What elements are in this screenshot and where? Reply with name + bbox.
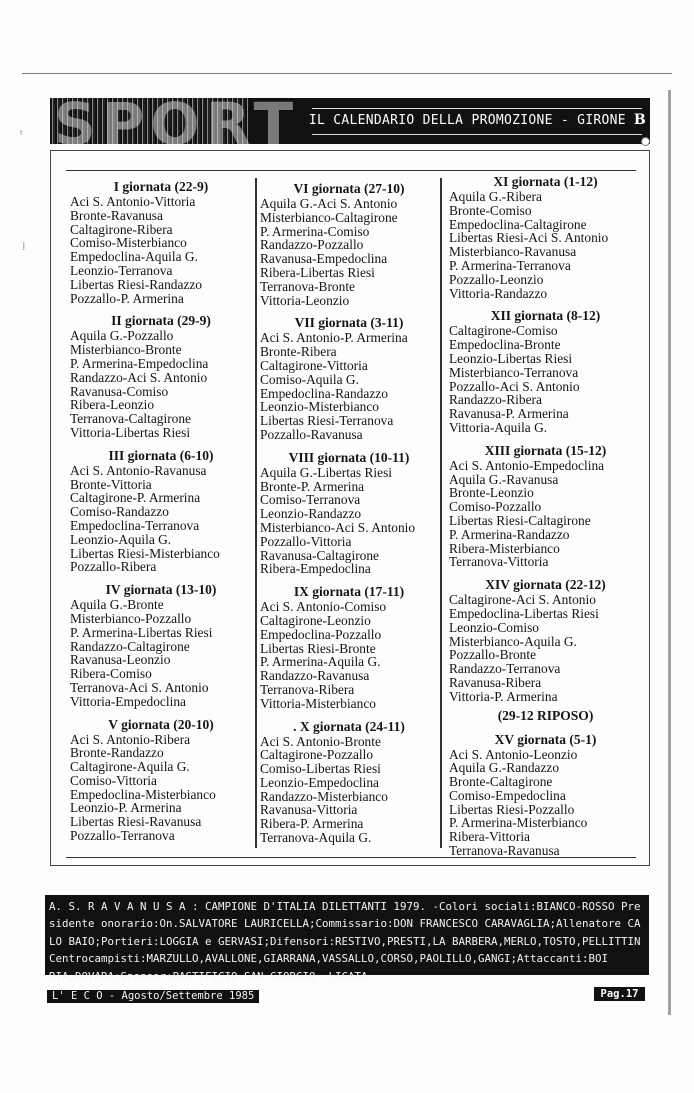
page-number: Pag.17: [594, 987, 645, 1001]
title-text: IL CALENDARIO DELLA PROMOZIONE - GIRONE: [308, 113, 626, 128]
fixture: Pozzallo-Ribera: [70, 559, 157, 575]
scan-mark: ᵗ: [20, 128, 24, 141]
fixture: Aci S. Antonio-P. Armerina: [260, 330, 408, 346]
fixture: Misterbianco-Terranova: [449, 364, 579, 380]
round-block: [260, 718, 438, 845]
fixture: Leonzio-Aquila G.: [70, 531, 172, 547]
round-title: . X giornata (24-11): [293, 718, 405, 734]
round-title: V giornata (20-10): [108, 716, 214, 732]
fixture: Caltagirone-Aquila G.: [70, 759, 190, 775]
fixture: Ribera-Misterbianco: [449, 540, 560, 556]
fixture: Libertas Riesi-Caltagirone: [449, 512, 591, 528]
round-block: [70, 581, 252, 708]
club-info-line: sidente onorario:On.SALVATORE LAURICELLA;Commissario:DON FRANCESCO CARAVAGLIA;Allenatore CA: [49, 917, 641, 931]
fixture: Vittoria-Misterbianco: [260, 695, 376, 711]
fixture: Empedoclina-Pozzallo: [260, 626, 382, 642]
fixture: Comiso-Vittoria: [70, 772, 157, 788]
round-title: XV giornata (5-1): [494, 731, 597, 747]
fixture: Bronte-Vittoria: [70, 476, 152, 492]
fixture: Leonzio-Randazzo: [260, 506, 362, 522]
round-block: [70, 716, 252, 843]
fixture: Aci S. Antonio-Bronte: [260, 733, 381, 749]
fixture: Terranova-Caltagirone: [70, 411, 192, 427]
fixture: Misterbianco-Aquila G.: [449, 633, 577, 649]
fixture: Bronte-Comiso: [449, 202, 532, 218]
club-info-line: A. S. R A V A N U S A : CAMPIONE D'ITALIA DILETTANTI 1979. -Colori sociali:BIANCO-ROSSO Pre: [49, 900, 641, 913]
round-block: [70, 447, 252, 574]
header-rule-top: [312, 108, 642, 109]
sport-logo: [50, 98, 300, 144]
fixture: Caltagirone-Comiso: [449, 323, 558, 339]
round-block: [449, 576, 642, 723]
fixture: Comiso-Libertas Riesi: [260, 761, 381, 777]
fixture: Randazzo-Caltagirone: [70, 638, 190, 654]
fixture: Bronte-Caltagirone: [449, 774, 553, 790]
club-info-line: LO BAIO;Portieri:LOGGIA e GERVASI;Difensori:RESTIVO,PRESTI,LA BARBERA,MERLO,TOSTO,PELLITTIN: [49, 934, 641, 948]
fixture: Pozzallo-Aci S. Antonio: [449, 378, 580, 394]
fixture: Pozzallo-Ravanusa: [260, 426, 363, 442]
fixture: Vittoria-Empedoclina: [70, 693, 186, 709]
fixture: Ravanusa-Comiso: [70, 383, 169, 399]
fixture: P. Armerina-Empedoclina: [70, 355, 209, 371]
fixture: Aquila G.-Pozzallo: [70, 328, 174, 344]
fixture: Vittoria-Randazzo: [449, 285, 548, 301]
fixture: Ribera-Leonzio: [70, 397, 155, 413]
header-dot: [641, 137, 650, 146]
fixture: Aquila G.-Libertas Riesi: [260, 464, 393, 480]
fixture: Leonzio-Libertas Riesi: [449, 350, 573, 366]
fixture: Aci S. Antonio-Empedoclina: [449, 457, 605, 473]
round-title: III giornata (6-10): [108, 447, 214, 463]
fixture: Comiso-Pozzallo: [449, 499, 542, 515]
fixture: Ravanusa-Leonzio: [70, 652, 171, 668]
round-block: [449, 307, 642, 434]
fixture: Aquila G.-Ribera: [449, 189, 542, 204]
fixture: Aci S. Antonio-Vittoria: [70, 194, 196, 209]
fixture: Aci S. Antonio-Leonzio: [449, 746, 578, 762]
section-header: [50, 98, 650, 144]
fixture: Terranova-Vittoria: [449, 554, 549, 570]
fixture: Terranova-Aquila G.: [260, 830, 372, 846]
fixture: Bronte-Ravanusa: [70, 207, 163, 223]
fixture: Aquila G.-Ravanusa: [449, 471, 559, 487]
fixture: Aquila G.-Aci S. Antonio: [260, 196, 398, 211]
fixture: Bronte-P. Armerina: [260, 478, 365, 494]
round-title: VI giornata (27-10): [293, 181, 405, 196]
club-info-line: RIA,DOVARA;Sponsor:PASTIFICIO SAN GIORGIO -LICATA- .: [49, 969, 388, 983]
fixture: Libertas Riesi-Aci S. Antonio: [449, 230, 609, 246]
fixture: Libertas Riesi-Bronte: [260, 640, 376, 656]
fixture: Empedoclina-Randazzo: [260, 385, 388, 401]
fixture: Misterbianco-Bronte: [70, 342, 182, 358]
fixture: Misterbianco-Pozzallo: [70, 610, 192, 626]
club-info-line: Centrocampisti:MARZULLO,AVALLONE,GIARRANA,VASSALLO,CORSO,PAOLILLO,GANGI;Attaccanti:BOI: [49, 952, 609, 966]
fixture: Empedoclina-Caltagirone: [449, 216, 587, 232]
fixture: Randazzo-Ravanusa: [260, 668, 370, 684]
fixture: Bronte-Randazzo: [70, 745, 164, 761]
fixture: Ribera-Vittoria: [449, 829, 530, 845]
fixture: Aci S. Antonio-Ravanusa: [70, 462, 207, 478]
fixture: Caltagirone-Vittoria: [260, 357, 368, 373]
fixture: Empedoclina-Misterbianco: [70, 786, 216, 802]
round-title: VII giornata (3-11): [294, 315, 404, 331]
fixture: Leonzio-Terranova: [70, 262, 173, 278]
fixture: Caltagirone-Ribera: [70, 221, 173, 237]
fixture: P. Armerina-Misterbianco: [449, 815, 588, 831]
round-block: [260, 583, 438, 710]
fixture: Pozzallo-P. Armerina: [70, 290, 184, 306]
fixture: Ravanusa-Ribera: [449, 674, 542, 690]
fixture: Ravanusa-P. Armerina: [449, 406, 569, 422]
fixture: Vittoria-Aquila G.: [449, 419, 548, 435]
club-info-box: [45, 895, 649, 983]
fixture: Comiso-Terranova: [260, 492, 361, 508]
fixture: Libertas Riesi-Terranova: [260, 413, 394, 429]
page-edge-shadow: [668, 90, 671, 1015]
round-block: [449, 731, 642, 858]
fixture: Leonzio-Comiso: [449, 619, 540, 635]
fixture: Aquila G.-Bronte: [70, 597, 164, 613]
rest-note: (29-12 RIPOSO): [497, 707, 594, 723]
page-title: [300, 112, 646, 128]
fixture: Comiso-Misterbianco: [70, 235, 187, 251]
fixture: Caltagirone-Aci S. Antonio: [449, 592, 596, 608]
fixture: Ravanusa-Caltagirone: [260, 547, 379, 563]
fixture: P. Armerina-Terranova: [449, 257, 571, 273]
fixture: Leonzio-Misterbianco: [260, 399, 379, 415]
fixture: Vittoria-Libertas Riesi: [70, 424, 191, 440]
fixture: Ribera-Empedoclina: [260, 561, 371, 577]
fixture: P. Armerina-Randazzo: [449, 526, 570, 542]
round-block: [70, 178, 252, 305]
fixture: Vittoria-Leonzio: [260, 292, 350, 308]
fixture: Misterbianco-Ravanusa: [449, 244, 577, 260]
fixture: P. Armerina-Libertas Riesi: [70, 624, 213, 640]
round-block: [70, 312, 252, 439]
header-rule-bottom: [312, 134, 642, 135]
fixture: Ravanusa-Vittoria: [260, 802, 358, 818]
fixture: Misterbianco-Aci S. Antonio: [260, 519, 416, 535]
fixture: Ribera-P. Armerina: [260, 816, 364, 832]
round-block: [260, 449, 438, 576]
fixture: Libertas Riesi-Pozzallo: [449, 801, 575, 817]
round-block: [449, 173, 642, 300]
logo-text: SPORT: [54, 98, 300, 144]
girone-letter: B: [633, 112, 646, 128]
fixture: Ribera-Comiso: [70, 666, 152, 682]
fixture: Randazzo-Misterbianco: [260, 788, 388, 804]
fixture: Bronte-Leonzio: [449, 485, 534, 501]
fixture: Empedoclina-Aquila G.: [70, 249, 198, 265]
fixture: P. Armerina-Comiso: [260, 223, 370, 239]
column-divider: [440, 178, 442, 848]
fixture: Caltagirone-Leonzio: [260, 612, 371, 628]
fixture: Libertas Riesi-Randazzo: [70, 276, 202, 292]
fixture: Pozzallo-Leonzio: [449, 271, 544, 287]
fixture: Libertas Riesi-Ravanusa: [70, 814, 202, 830]
fixture: Terranova-Aci S. Antonio: [70, 679, 209, 695]
fixture: Empedoclina-Bronte: [449, 337, 561, 353]
fixture: Randazzo-Aci S. Antonio: [70, 369, 208, 385]
round-block: [449, 442, 642, 569]
fixture: Ravanusa-Empedoclina: [260, 251, 388, 267]
calendar-column-1: [70, 178, 252, 850]
fixture: Randazzo-Terranova: [449, 661, 561, 677]
fixture: Aci S. Antonio-Comiso: [260, 599, 387, 615]
fixture: Leonzio-P. Armerina: [70, 800, 182, 816]
fixture: Aci S. Antonio-Ribera: [70, 731, 191, 747]
top-rule: [22, 73, 672, 74]
scan-mark: ⁞: [22, 240, 26, 253]
fixture: Pozzallo-Terranova: [70, 828, 175, 844]
fixture: Pozzallo-Vittoria: [260, 533, 352, 549]
fixture: Vittoria-P. Armerina: [449, 688, 558, 704]
fixture: Ribera-Libertas Riesi: [260, 264, 375, 280]
fixture: Terranova-Ravanusa: [449, 843, 560, 859]
column-divider: [255, 178, 257, 848]
fixture: Randazzo-Pozzallo: [260, 237, 364, 253]
round-title: II giornata (29-9): [111, 313, 211, 329]
round-title: VIII giornata (10-11): [288, 449, 410, 465]
round-title: XII giornata (8-12): [490, 308, 601, 324]
footer-publication: L' E C O - Agosto/Settembre 1985: [47, 990, 259, 1003]
round-title: IX giornata (17-11): [293, 584, 405, 600]
round-title: I giornata (22-9): [113, 179, 209, 194]
round-title: XIV giornata (22-12): [485, 577, 606, 593]
round-block: [260, 180, 438, 307]
fixture: Comiso-Empedoclina: [449, 787, 566, 803]
fixture: Caltagirone-P. Armerina: [70, 490, 201, 506]
fixture: Misterbianco-Caltagirone: [260, 209, 398, 225]
fixture: Caltagirone-Pozzallo: [260, 747, 374, 763]
round-block: [260, 314, 438, 441]
round-title: XIII giornata (15-12): [484, 442, 607, 458]
fixture: Pozzallo-Bronte: [449, 647, 537, 663]
fixture: Empedoclina-Terranova: [70, 517, 200, 533]
calendar-column-3: [449, 173, 642, 865]
fixture: Empedoclina-Libertas Riesi: [449, 605, 599, 621]
fixture: Leonzio-Empedoclina: [260, 774, 379, 790]
fixture: Comiso-Randazzo: [70, 504, 169, 520]
calendar-column-2: [260, 180, 438, 852]
round-title: IV giornata (13-10): [105, 582, 217, 598]
fixture: Aquila G.-Randazzo: [449, 760, 560, 776]
round-title: XI giornata (1-12): [493, 174, 598, 189]
fixture: Randazzo-Ribera: [449, 392, 542, 408]
fixture: Terranova-Bronte: [260, 278, 355, 294]
fixture: P. Armerina-Aquila G.: [260, 654, 381, 670]
fixture: Comiso-Aquila G.: [260, 371, 359, 387]
fixture: Terranova-Ribera: [260, 681, 355, 697]
fixture: Bronte-Ribera: [260, 344, 337, 360]
fixture: Libertas Riesi-Misterbianco: [70, 545, 220, 561]
